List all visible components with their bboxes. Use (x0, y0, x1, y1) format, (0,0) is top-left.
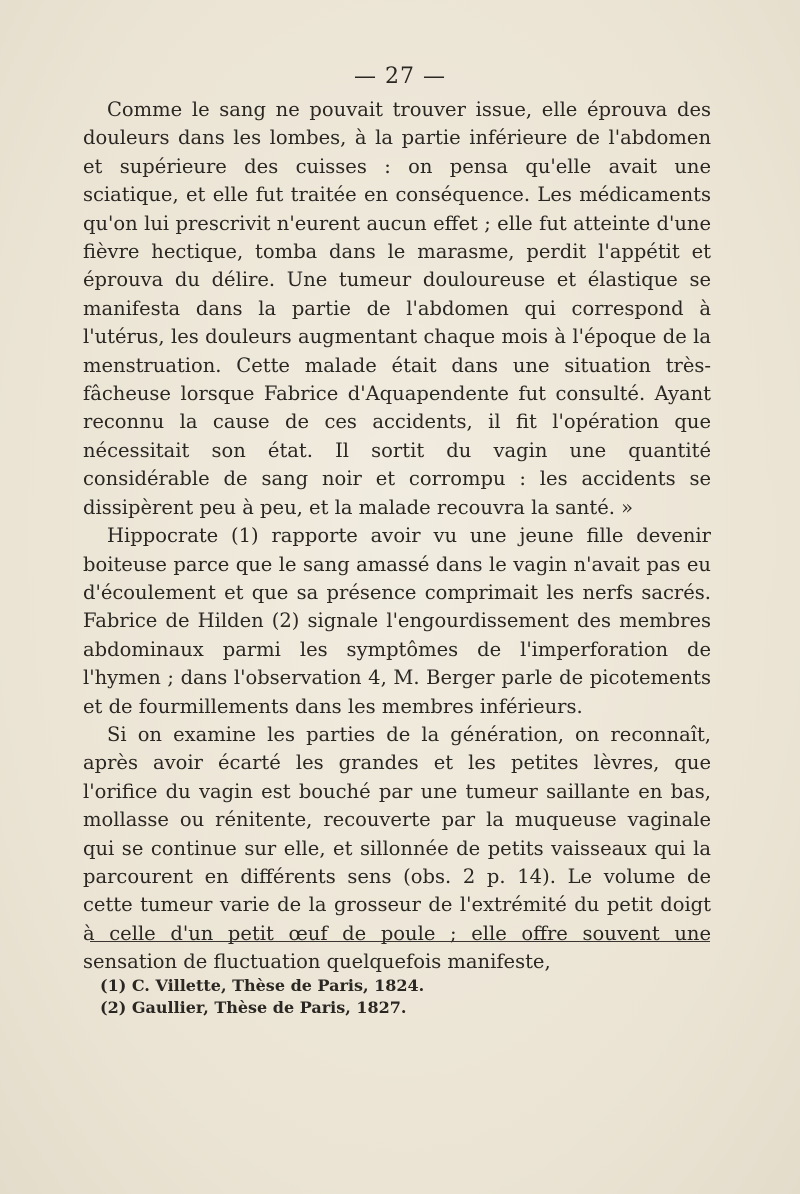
page-number: — 27 — (354, 64, 446, 89)
paragraph-1: Comme le sang ne pouvait trouver issue, elle éprouva des douleurs dans les lombes, à la partie inférieure de l'abdomen et supérieure des cuisses : on pensa qu'elle avait une sciatique, et elle fut traitée en conséquence. Les médicaments qu'on lui prescrivit n'eurent aucun effet ; elle fut atteinte d'une fièvre hectique, tomba dans le marasme, perdit l'appétit et éprouva du délire. Une tumeur douloureuse et élastique se manifesta dans la partie de l'abdomen qui correspond à l'utérus, les douleurs augmentant chaque mois à l'époque de la menstruation. Cette malade était dans une situation très-fâcheuse lorsque Fabrice d'Aquapendente fut consulté. Ayant reconnu la cause de ces accidents, il fit l'opération que nécessitait son état. Il sortit du vagin une quantité considérable de sang noir et corrompu : les accidents se dissipèrent peu à peu, et la malade recouvra la santé. » (83, 98, 711, 519)
footnote-divider (90, 941, 710, 942)
footnote-1: (1) C. Villette, Thèse de Paris, 1824. (100, 976, 425, 995)
footnotes (100, 975, 660, 1019)
footnote-2: (2) Gaullier, Thèse de Paris, 1827. (100, 998, 407, 1017)
paragraph-2: Hippocrate (1) rapporte avoir vu une jeune fille devenir boiteuse parce que le sang amassé dans le vagin n'avait pas eu d'écoulement et que sa présence comprimait les nerfs sacrés. Fabrice de Hilden (2) signale l'engourdissement des membres abdominaux parmi les symptômes de l'imperforation de l'hymen ; dans l'observation 4, M. Berger parle de picotements et de fourmillements dans les membres inférieurs. (83, 524, 711, 718)
paragraph-3: Si on examine les parties de la génération, on reconnaît, après avoir écarté les grandes et les petites lèvres, que l'orifice du vagin est bouché par une tumeur saillante en bas, mollasse ou rénitente, recouverte par la muqueuse vaginale qui se continue sur elle, et sillonnée de petits vaisseaux qui la parcourent en différents sens (obs. 2 p. 14). Le volume de cette tumeur varie de la grosseur de l'extrémité du petit doigt à celle d'un petit œuf de poule ; elle offre souvent une sensation de fluctuation quelquefois manifeste, (83, 722, 711, 974)
body-text (83, 96, 711, 977)
